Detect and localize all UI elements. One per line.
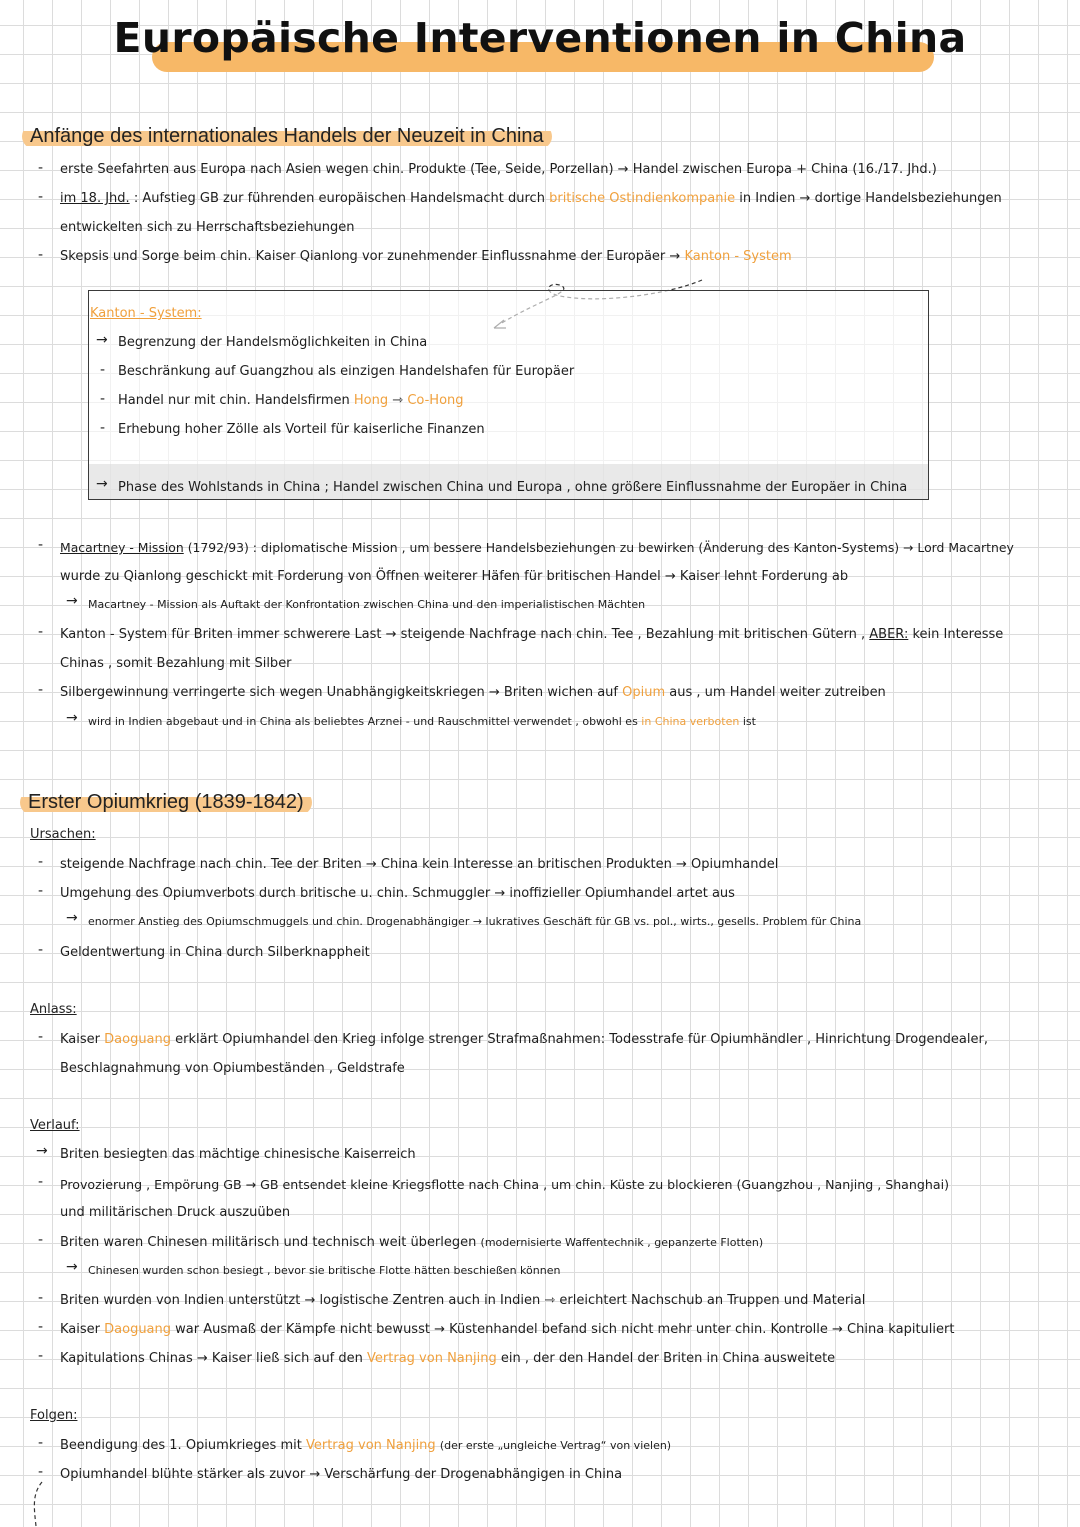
box-item: Begrenzung der Handelsmöglichkeiten in China xyxy=(118,335,428,350)
box-title: Kanton - System: xyxy=(90,306,202,321)
bullet-dash: - xyxy=(38,537,44,553)
text-line xyxy=(88,715,756,728)
label-verlauf: Verlauf: xyxy=(30,1118,80,1133)
text-span: (modernisierte Waffentechnik , gepanzerte Flotten) xyxy=(480,1236,764,1249)
text-line xyxy=(60,249,792,264)
arrow-icon: → xyxy=(66,910,78,926)
bullet-dash: - xyxy=(38,1348,44,1364)
box-item: Beschränkung auf Guangzhou als einzigen Handelshafen für Europäer xyxy=(118,364,575,379)
text-span: ein , der den Handel der Briten in China ausweitete xyxy=(500,1351,836,1366)
text-span: erklärt Opiumhandel den Krieg infolge strenger Strafmaßnahmen: Todesstrafe für Opiumhändler , Hinrichtung Drogendealer, xyxy=(175,1032,988,1047)
highlight-term: Co-Hong xyxy=(407,393,464,408)
bullet-dash: - xyxy=(38,1319,44,1335)
highlight-term: Daoguang xyxy=(104,1322,172,1337)
text-line: Provozierung , Empörung GB → GB entsendet kleine Kriegsflotte nach China , um chin. Küste zu blockieren (Guangzhou , Nanjing , Shanghai) xyxy=(60,1177,949,1192)
text-line: entwickelten sich zu Herrschaftsbeziehungen xyxy=(60,220,355,235)
highlight-term: Vertrag von Nanjing xyxy=(367,1351,497,1366)
text-span: Kapitulations Chinas → Kaiser ließ sich auf den xyxy=(60,1351,363,1366)
box-item xyxy=(118,393,464,408)
bullet-dash: - xyxy=(38,854,44,870)
label-folgen: Folgen: xyxy=(30,1408,78,1423)
section-heading-opium-war: Erster Opiumkrieg (1839-1842) xyxy=(20,790,312,815)
text-line: Chinas , somit Bezahlung mit Silber xyxy=(60,656,292,671)
bullet-dash: - xyxy=(38,1290,44,1306)
text-line: erste Seefahrten aus Europa nach Asien wegen chin. Produkte (Tee, Seide, Porzellan) → Handel zwischen Europa + China (16./17. Jhd.) xyxy=(60,162,937,177)
arrow-icon: → xyxy=(96,332,108,348)
text-line: Chinesen wurden schon besiegt , bevor sie britische Flotte hätten beschießen können xyxy=(88,1264,561,1277)
underlined-term: ABER: xyxy=(869,627,909,642)
text-span: Silbergewinnung verringerte sich wegen Unabhängigkeitskriegen → Briten wichen auf xyxy=(60,685,618,700)
text-span: Kaiser xyxy=(60,1032,100,1047)
text-span: kein Interesse xyxy=(912,627,1004,642)
label-ursachen: Ursachen: xyxy=(30,827,96,842)
text-line xyxy=(60,191,1002,206)
text-span: Briten waren Chinesen militärisch und technisch weit überlegen xyxy=(60,1235,477,1250)
bullet-dash: - xyxy=(100,362,106,378)
text-line xyxy=(60,1032,988,1047)
bullet-dash: - xyxy=(38,247,44,263)
label-anlass: Anlass: xyxy=(30,1002,77,1017)
page-title: Europäische Interventionen in China xyxy=(113,14,967,62)
text-span: (der erste „ungleiche Vertrag“ von vielen) xyxy=(439,1439,672,1452)
bullet-dash: - xyxy=(38,189,44,205)
bullet-dash: - xyxy=(100,420,106,436)
bullet-dash: - xyxy=(38,1232,44,1248)
text-line: Geldentwertung in China durch Silberknappheit xyxy=(60,945,370,960)
text-line xyxy=(60,627,1003,642)
text-span: wird in Indien abgebaut und in China als beliebtes Arznei - und Rauschmittel verwendet , obwohl es xyxy=(88,715,638,728)
text-span: : Aufstieg GB zur führenden europäischen Handelsmacht durch xyxy=(133,191,545,206)
text-line: und militärischen Druck auszuüben xyxy=(60,1205,291,1220)
bullet-dash: - xyxy=(38,942,44,958)
text-line: Beschlagnahmung von Opiumbeständen , Geldstrafe xyxy=(60,1061,405,1076)
arrow-icon: → xyxy=(66,710,78,726)
text-line xyxy=(60,1235,763,1250)
text-line xyxy=(60,1322,954,1337)
text-line: Opiumhandel blühte stärker als zuvor → Verschärfung der Drogenabhängigen in China xyxy=(60,1467,623,1482)
title-container xyxy=(0,14,1080,62)
bullet-dash: - xyxy=(38,160,44,176)
arrow-icon: → xyxy=(96,476,108,492)
text-line xyxy=(60,1438,671,1453)
text-span: (1792/93) : diplomatische Mission , um bessere Handelsbeziehungen zu bewirken (Änderung des Kanton-Systems) → Lord Macartney xyxy=(187,540,1014,555)
text-span: in Indien → dortige Handelsbeziehungen xyxy=(739,191,1002,206)
box-item: Erhebung hoher Zölle als Vorteil für kaiserliche Finanzen xyxy=(118,422,485,437)
arrow-icon: → xyxy=(36,1143,48,1159)
text-span: Handel nur mit chin. Handelsfirmen xyxy=(118,393,350,408)
text-span: war Ausmaß der Kämpfe nicht bewusst → Küstenhandel befand sich nicht mehr unter chin. Kontrolle → China kapituliert xyxy=(175,1322,955,1337)
text-line: wurde zu Qianlong geschickt mit Forderung von Öffnen weiterer Häfen für britischen Handel → Kaiser lehnt Forderung ab xyxy=(60,569,849,584)
bullet-dash: - xyxy=(38,624,44,640)
box-summary: Phase des Wohlstands in China ; Handel zwischen China und Europa , ohne größere Einflussnahme der Europäer in China xyxy=(118,480,908,495)
arrow-icon: ⇾ xyxy=(392,393,404,408)
arrow-icon: → xyxy=(66,1259,78,1275)
text-line: steigende Nachfrage nach chin. Tee der Briten → China kein Interesse an britischen Produkten → Opiumhandel xyxy=(60,857,779,872)
text-line: Umgehung des Opiumverbots durch britische u. chin. Schmuggler → inoffizieller Opiumhandel artet aus xyxy=(60,886,735,901)
bullet-dash: - xyxy=(38,1435,44,1451)
text-span: aus , um Handel weiter zutreiben xyxy=(669,685,886,700)
highlight-term: Hong xyxy=(353,393,389,408)
text-line: Macartney - Mission als Auftakt der Konfrontation zwischen China und den imperialistischen Mächten xyxy=(88,598,646,611)
text-line xyxy=(60,685,886,700)
bullet-dash: - xyxy=(38,1174,44,1190)
section-heading-trade: Anfänge des internationales Handels der Neuzeit in China xyxy=(22,124,552,149)
text-span: Kaiser xyxy=(60,1322,100,1337)
dashed-line-icon xyxy=(26,1480,56,1527)
highlight-term: Kanton - System xyxy=(684,249,792,264)
bullet-dash: - xyxy=(38,1464,44,1480)
highlight-term: Daoguang xyxy=(104,1032,172,1047)
bullet-dash: - xyxy=(38,682,44,698)
highlight-term: Opium xyxy=(622,685,666,700)
underlined-term: im 18. Jhd. xyxy=(60,191,130,206)
bullet-dash: - xyxy=(38,1029,44,1045)
text-line xyxy=(60,1351,835,1366)
text-line: enormer Anstieg des Opiumschmuggels und chin. Drogenabhängiger → lukratives Geschäft für GB vs. pol., wirts., gesells. Problem für China xyxy=(88,915,862,928)
text-span: ist xyxy=(742,715,756,728)
text-line xyxy=(60,540,1014,555)
text-line: Briten besiegten das mächtige chinesische Kaiserreich xyxy=(60,1147,416,1162)
text-span: Skepsis und Sorge beim chin. Kaiser Qianlong vor zunehmender Einflussnahme der Europäer → xyxy=(60,249,681,264)
bullet-dash: - xyxy=(38,883,44,899)
text-span: Kanton - System für Briten immer schwerere Last → steigende Nachfrage nach chin. Tee , Bezahlung mit britischen Gütern , xyxy=(60,627,866,642)
underlined-term: Macartney - Mission xyxy=(60,540,184,555)
highlight-term: Vertrag von Nanjing xyxy=(305,1438,436,1453)
bullet-dash: - xyxy=(100,391,106,407)
highlight-term: in China verboten xyxy=(641,715,740,728)
text-line: Briten wurden von Indien unterstützt → logistische Zentren auch in Indien ⇾ erleichtert Nachschub an Truppen und Material xyxy=(60,1293,866,1308)
arrow-icon: → xyxy=(66,593,78,609)
highlight-term: britische Ostindienkompanie xyxy=(549,191,736,206)
text-span: Beendigung des 1. Opiumkrieges mit xyxy=(60,1438,302,1453)
